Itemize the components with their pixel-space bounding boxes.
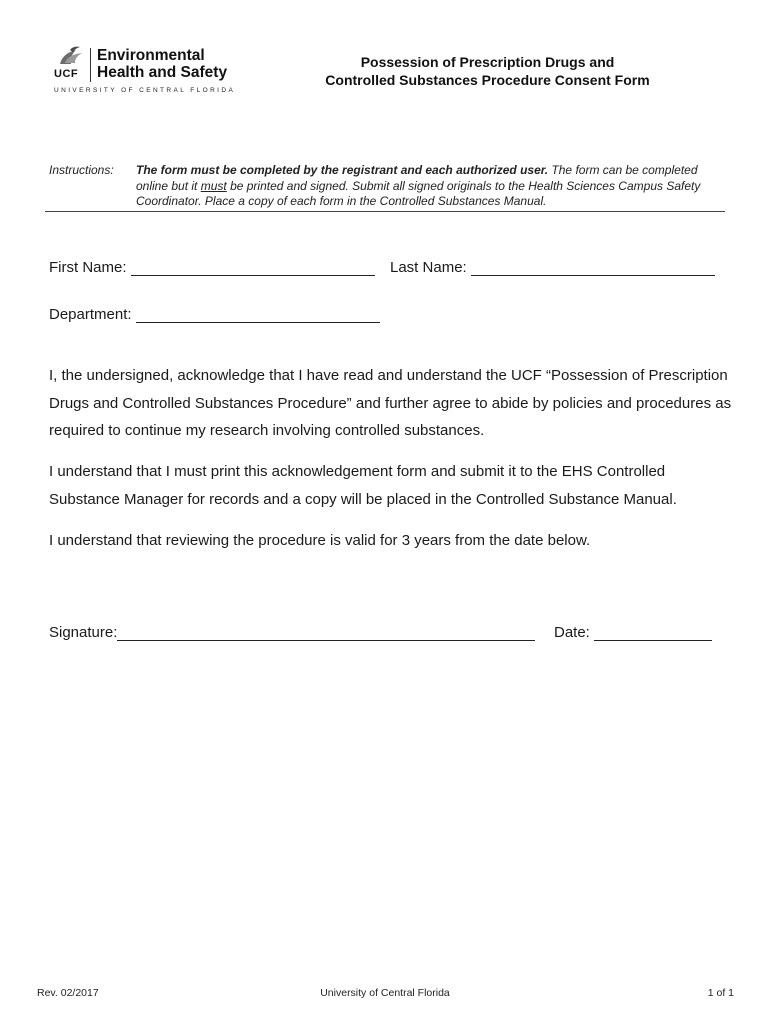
title-line-2: Controlled Substances Procedure Consent Form [325,72,650,88]
instructions-divider [45,211,725,212]
footer-revision: Rev. 02/2017 [37,987,99,999]
date-field [554,624,712,641]
department-label: Department: [49,306,132,323]
instructions-part-1: The form can be completed online but it [136,163,698,193]
signature-field [49,624,535,641]
last-name-line[interactable] [471,261,715,276]
validity-paragraph: I understand that reviewing the procedure is valid for 3 years from the date below. [49,532,591,549]
document-title [300,53,675,89]
title-line-1: Possession of Prescription Drugs and [360,54,615,70]
department-line[interactable] [136,308,380,323]
logo-environmental: Environmental [97,47,205,64]
logo-university-name: UNIVERSITY OF CENTRAL FLORIDA [54,87,236,94]
logo-divider [90,48,91,82]
acknowledgement-paragraph: I, the undersigned, acknowledge that I have read and understand the UCF “Possession of Prescription Drugs and Controlled Substances Procedure” and further agree to abide by policies and procedures as required to continue my research involving controlled substances. [49,367,732,439]
logo-ucf-text: UCF [54,68,79,80]
pegasus-logo-icon [56,46,86,66]
first-name-line[interactable] [131,261,375,276]
last-name-field [390,259,715,276]
instructions-text [136,163,726,210]
signature-label: Signature: [49,624,118,641]
footer-university: University of Central Florida [320,987,450,999]
footer-page-number: 1 of 1 [707,987,734,999]
signature-line[interactable] [117,626,535,641]
department-field [49,306,380,323]
ucf-ehs-logo [52,44,252,100]
first-name-label: First Name: [49,259,127,276]
instructions-label: Instructions: [49,163,114,177]
instructions-underlined: must [200,178,227,193]
print-submit-paragraph: I understand that I must print this acknowledgement form and submit it to the EHS Controlled Substance Manager for records and a copy will be placed in the Controlled Substance Manual. [49,463,677,508]
last-name-label: Last Name: [390,259,467,276]
first-name-field [49,259,375,276]
date-label: Date: [554,624,590,641]
instructions-part-2: be printed and signed. Submit all signed originals to the Health Sciences Campus Safety Coordinator. Place a copy of each form in the Controlled Substances Manual. [136,178,701,208]
instructions-bold: The form must be completed by the registrant and each authorized user. [136,163,549,177]
logo-health-safety: Health and Safety [97,64,228,81]
date-line[interactable] [594,626,712,641]
